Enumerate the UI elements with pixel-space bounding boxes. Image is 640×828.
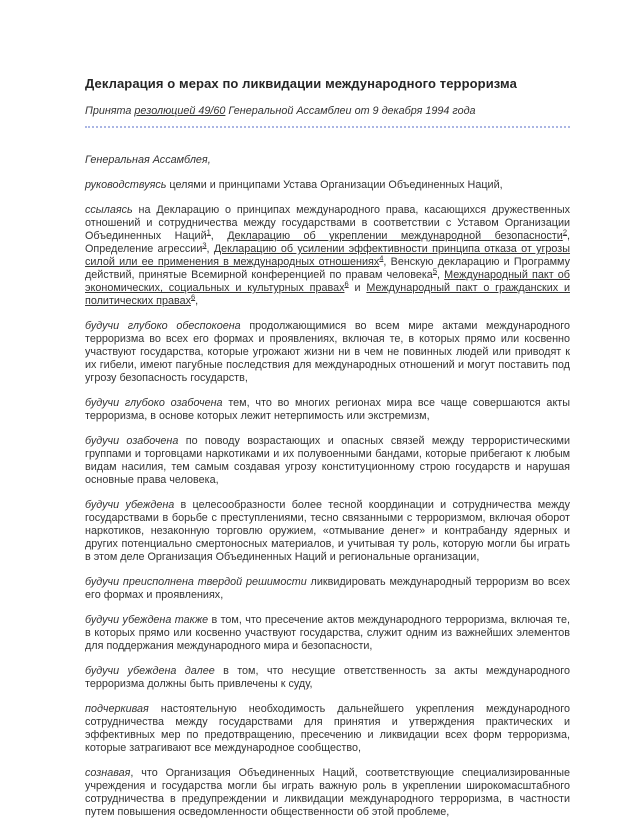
- footnote-ref-link[interactable]: 1: [206, 227, 211, 237]
- text-segment: подчеркивая: [85, 703, 149, 715]
- text-segment: , Венскую декларацию и Программу действий, принятые Всемирной конференцией по правам человека: [85, 256, 570, 281]
- text-segment: , Определение агрессии: [85, 230, 571, 255]
- document-body: [85, 154, 570, 819]
- text-segment: в целесообразности более тесной координации и сотрудничества между государствами в борьбе с преступлениями, тесно связанными с терроризмом, включая оборот наркотиков, незаконную торговлю оружием, «отмывание денег» и контрабанду ядерных и других потенциально смертоносных материалов, и учитывая ту роль, которую могли бы играть в этом деле Организация Объединенных Наций и региональные организации,: [85, 499, 570, 563]
- paragraph-11: [85, 703, 570, 755]
- footnote-ref-link[interactable]: 5: [432, 266, 437, 276]
- text-segment: , что Организация Объединенных Наций, соответствующие специализированные учреждения и государства могли бы играть важную роль в укреплении широкомасштабного сотрудничества в предупреждении и ликвидации международного терроризма, в частности путем повышения осведомленности общественности об этой проблеме,: [85, 767, 570, 818]
- text-segment: ,: [436, 269, 445, 281]
- paragraph-7: [85, 499, 570, 564]
- text-segment: будучи убеждена далее: [85, 665, 215, 677]
- footnote-ref-link[interactable]: 6: [190, 292, 196, 302]
- paragraph-2: [85, 179, 570, 192]
- text-segment: целями и принципами Устава Организации Объединенных Наций,: [166, 179, 503, 191]
- text-segment: руководствуясь: [85, 179, 167, 191]
- text-segment: тем, что во многих регионах мира все чаще совершаются акты терроризма, в основе которых лежит нетерпимость или экстремизм,: [85, 397, 570, 422]
- text-segment: будучи преисполнена твердой решимости: [85, 576, 307, 588]
- document-title: Декларация о мерах по ликвидации международного терроризма: [85, 76, 517, 91]
- inline-link[interactable]: Международный пакт о гражданских и политических правах: [85, 282, 570, 307]
- text-segment: будучи озабочена: [85, 435, 179, 447]
- dotted-separator: [85, 126, 570, 128]
- footnote-ref-link[interactable]: 4: [379, 253, 384, 263]
- text-segment: будучи глубоко обеспокоена: [85, 320, 241, 332]
- text-segment: будучи убеждена: [85, 499, 175, 511]
- text-segment: сознавая: [85, 767, 131, 779]
- text-segment: ,: [195, 295, 199, 307]
- text-segment: ссылаясь: [85, 204, 133, 216]
- text-segment: Генеральной Ассамблеи от 9 декабря 1994 года: [225, 105, 476, 117]
- text-segment: и: [348, 282, 367, 294]
- text-segment: по поводу возрастающих и опасных связей между террористическими группами и торговцами наркотиками и их полувоенными бандами, которые прибегают к любым видам насилия, тем самым создавая угрозу конституционному строю государств и нарушая основные права человека,: [85, 435, 570, 486]
- text-segment: Генеральная Ассамблея,: [85, 154, 211, 166]
- paragraph-12: [85, 767, 570, 819]
- paragraph-4: [85, 320, 570, 385]
- footnote-ref-link[interactable]: 6: [344, 279, 349, 289]
- text-segment: настоятельную необходимость дальнейшего укрепления международного сотрудничества между государствами для принятия и утверждения практических и эффективных мер по предотвращению, пресечению и ликвидации всех форм терроризма, которые затрагивают все международное сообщество,: [85, 703, 570, 754]
- text-segment: ,: [210, 230, 228, 242]
- text-segment: Принята: [85, 105, 135, 117]
- text-segment: в том, что пресечение актов международного терроризма, включая те, в которых прямо или косвенно участвуют государства, служит одним из важнейших элементов для поддержания международного мира и безопасности,: [85, 614, 570, 652]
- text-segment: на Декларацию о принципах международного права, касающихся дружественных отношений и сотрудничества между государствами в соответствии с Уставом Организации Объединенных Наций: [85, 204, 570, 242]
- paragraph-3: [85, 204, 570, 308]
- text-segment: будучи убеждена также: [85, 614, 209, 626]
- footnote-ref-link[interactable]: 2: [562, 227, 568, 237]
- text-segment: ликвидировать международный терроризм во всех его формах и проявлениях,: [85, 576, 570, 601]
- footnote-ref-link[interactable]: 3: [202, 240, 207, 250]
- inline-link[interactable]: резолюцией 49/60: [134, 105, 226, 117]
- paragraph-6: [85, 435, 570, 487]
- text-segment: в том, что несущие ответственность за акты международного терроризма должны быть привлечены к суду,: [85, 665, 571, 690]
- text-segment: продолжающимися во всем мире актами международного терроризма во всех его формах и проявлениях, включая те, в которых прямо или косвенно участвуют государства, которые угрожают жизни ни в чем не повинных людей или приводят к их гибели, имеют пагубные последствия для международных отношений и могут поставить под угрозу безопасность государств,: [85, 320, 570, 384]
- text-segment: будучи глубоко озабочена: [85, 397, 223, 409]
- paragraph-10: [85, 665, 570, 691]
- paragraph-1: [85, 154, 570, 167]
- inline-link[interactable]: Декларацию об усилении эффективности принципа отказа от угрозы силой или ее применения в международных отношениях: [85, 243, 571, 268]
- paragraph-8: [85, 576, 570, 602]
- paragraph-5: [85, 397, 570, 423]
- inline-link[interactable]: Декларацию об укреплении международной безопасности: [227, 230, 563, 242]
- paragraph-9: [85, 614, 570, 653]
- inline-link[interactable]: Международный пакт об экономических, социальных и культурных правах: [85, 269, 570, 294]
- document-subtitle: [85, 105, 570, 117]
- text-segment: ,: [206, 243, 214, 255]
